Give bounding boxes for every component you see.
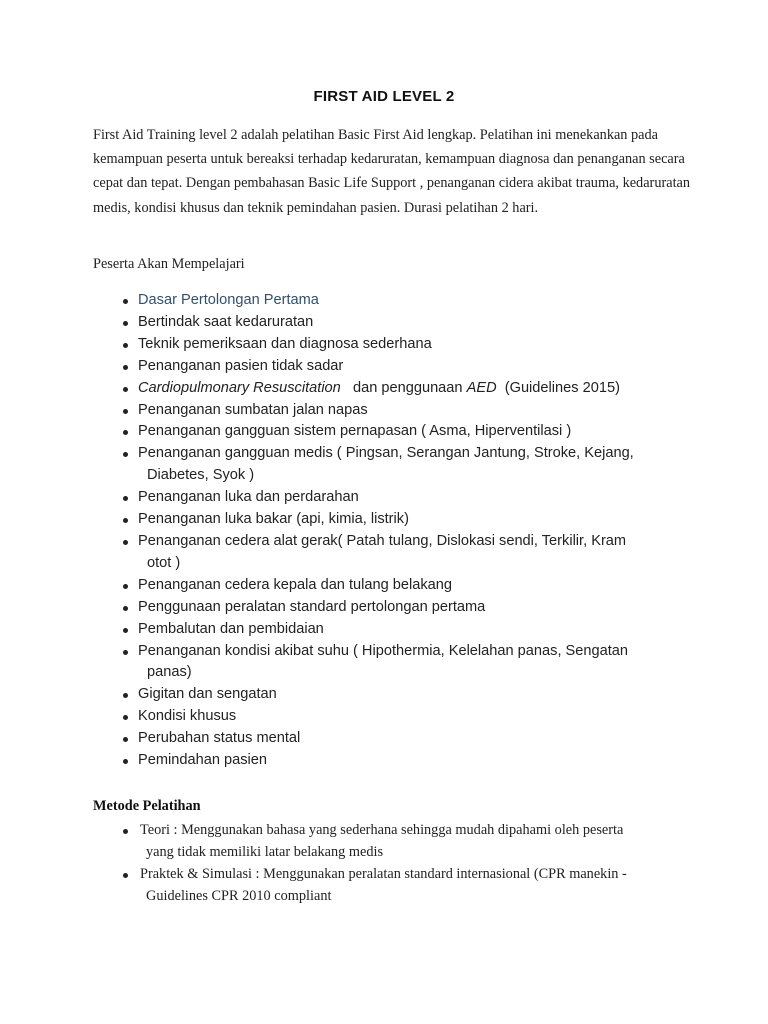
list-item-text: Penanganan pasien tidak sadar [138,357,344,374]
list-item-text: Penanganan kondisi akibat suhu ( Hipothermia, Kelelahan panas, Sengatan [138,642,629,659]
topics-list [120,290,700,772]
intro-paragraph: First Aid Training level 2 adalah pelatihan Basic First Aid lengkap. Pelatihan ini menekankan pada kemampuan peserta untuk bereaksi terhadap kedaruratan, kemampuan diagnosa dan penanganan secara cepat dan tepat. Dengan pembahasan Basic Life Support , penanganan cidera akibat trauma, kedaruratan medis, kondisi khusus dan teknik pemindahan pasien. Durasi pelatihan 2 hari. [93,127,691,216]
list-item-italic: Cardiopulmonary Resuscitation [138,379,341,396]
list-item-text: (Guidelines 2015) [504,379,620,396]
list-item [120,820,680,864]
list-item [120,290,700,312]
list-item-text: Penanganan luka bakar (api, kimia, listrik) [138,511,409,528]
methods-list [120,820,680,908]
list-item [120,509,700,531]
list-item [120,597,700,619]
list-item-text: Penanganan cedera alat gerak( Patah tulang, Dislokasi sendi, Terkilir, Kram [138,532,627,549]
list-item-text: Pemindahan pasien [138,752,268,769]
list-item [120,619,700,641]
list-item [120,400,700,422]
list-item-text: Penanganan sumbatan jalan napas [138,401,368,418]
list-item [120,575,700,597]
list-item-continuation: panas) [147,664,192,681]
list-item [120,750,700,772]
list-item-continuation: Diabetes, Syok ) [147,467,255,484]
list-item-text: Penanganan luka dan perdarahan [138,489,359,506]
list-item [120,728,700,750]
list-item-text: Dasar Pertolongan Pertama [138,292,319,308]
list-item-text: Pembalutan dan pembidaian [138,620,324,637]
list-item-text: Penggunaan peralatan standard pertolongan pertama [138,598,486,615]
list-item-text: Teori : Menggunakan bahasa yang sederhana sehingga mudah dipahami oleh peserta [140,822,624,838]
list-item-text: Penanganan cedera kepala dan tulang belakang [138,576,453,593]
list-item-text: Praktek & Simulasi : Menggunakan peralatan standard internasional (CPR manekin - [140,865,627,882]
list-item [120,706,700,728]
list-item [120,356,700,378]
list-item [120,421,700,443]
list-item-text: Gigitan dan sengatan [138,686,277,703]
list-item [120,864,680,908]
list-item [120,334,700,356]
list-item [120,487,700,509]
list-item [120,641,700,685]
learn-heading: Peserta Akan Mempelajari [93,256,245,272]
list-item-text: Perubahan status mental [138,730,301,747]
method-heading: Metode Pelatihan [93,798,201,814]
list-item [120,684,700,706]
list-item [120,312,700,334]
list-item-text: Bertindak saat kedaruratan [138,313,314,330]
list-item-text: Kondisi khusus [138,708,237,725]
list-item [120,531,700,575]
list-item [120,443,700,487]
list-item-text: dan penggunaan [352,379,463,396]
list-item-continuation: yang tidak memiliki latar belakang medis [146,843,384,860]
list-item-continuation: otot ) [147,554,181,571]
list-item-continuation: Guidelines CPR 2010 compliant [146,887,332,904]
list-item-text: Teknik pemeriksaan dan diagnosa sederhana [138,335,432,352]
list-item [120,378,700,400]
list-item-italic: AED [466,379,497,396]
list-item-text: Penanganan gangguan sistem pernapasan ( Asma, Hiperventilasi ) [138,423,572,440]
document-title: FIRST AID LEVEL 2 [313,88,455,105]
list-item-text: Penanganan gangguan medis ( Pingsan, Serangan Jantung, Stroke, Kejang, [138,445,634,462]
